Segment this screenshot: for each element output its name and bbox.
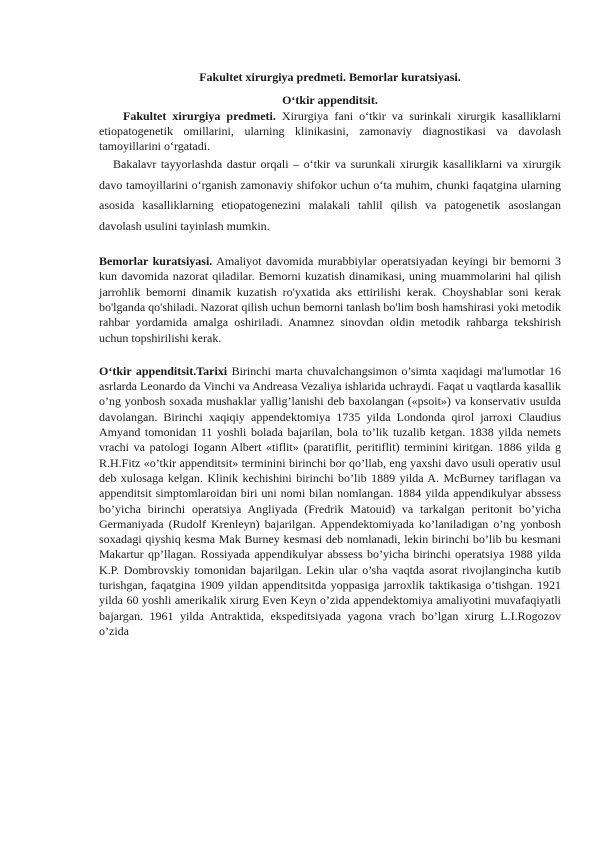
spacer [99,346,561,364]
document-page [99,70,561,639]
curation-text: Amaliyot davomida murabbiylar operatsiyadan keyingi bir bemorni 3 kun davomida nazorat qiladilar. Bemorni kuzatish dinamikasi, uning muammolarini hal qilish jarrohlik bemorni dinamik kuzatish ro'yxatida aks ettirilishi kerak. Choyshablar soni kerak bo'lganda qo'shiladi. Nazorat qilish uchun bemorni tanlash bo'lim bosh hamshirasi yoki metodik rahbar yordamida amalga oshiriladi. Anamnez sinovdan oldin metodik rahbarga tekshirish uchun topshirilishi kerak. [99,254,561,345]
section-subtitle: O‘tkir appenditsit. [282,93,378,108]
bachelor-paragraph: Bakalavr tayyorlashda dastur orqali – o‘tkir va surunkali xirurgik kasalliklarni va xirurgik davo tamoyillarini o‘rganish zamonaviy shifokor uchun o‘ta muhim, chunki faqatgina ularning asosida kasalliklarning etiopatogenezini malakali tahlil qilish va patogenetik asoslangan davolash usulini tayinlash mumkin. [99,157,561,233]
spacer [99,236,561,254]
document-title: Fakultet xirurgiya predmeti. Bemorlar kuratsiyasi. [199,70,461,84]
intro-paragraph [99,109,561,155]
history-lead: O‘tkir appenditsit.Tarixi [99,363,228,378]
curation-lead: Bemorlar kuratsiyasi. [99,254,213,269]
history-paragraph [99,364,561,639]
intro-text: Xirurgiya fani o‘tkir va surinkali xirurgik kasalliklarni etiopatogenetik omillarini, ularning klinikasini, zamonaviy diagnostikasi va davolash tamoyillarini o‘rgatadi. [99,108,561,154]
history-text: Birinchi marta chuvalchangsimon o’simta xaqidagi ma'lumotlar 16 asrlarda Leonardo da Vinchi va Andreasa Vezaliya ishlarida uchraydi. Faqat u vaqtlarda kasallik o’ng yonbosh soxada mushaklar yallig’lanishi deb baxolangan («psoit») va konservativ usulda davolangan. Birinchi xaqiqiy appendektomiya 1735 yilda Londonda qirol jarroxi Claudius Amyand tomonidan 11 yoshli bolada bajarilan, bola to’lik tuzalib ketgan. 1838 yilda nemets vrachi va patologi Iogann Albert «tiflit» (paratiflit, peritiflit) terminini kiritgan. 1886 yilda g R.H.Fitz «o’tkir appenditsit» terminini birinchi bor qo’llab, eng yaxshi davo usuli operativ usul deb xulosaga kelgan. Klinik kechishini birinchi bo’lib 1889 yilda A. McBurney tariflagan va appenditsit simptomlaroidan biri uni nomi bilan nomlangan. 1884 yilda appendikulyar abssess bo’yicha birinchi operatsiya Angliyada (Fredrik Matouid) va tarkalgan peritonit bo’yicha Germaniyada (Rudolf Krenleyn) bajarilgan. Appendektomiyada ko’laniladigan o’ng yonbosh soxadagi qiyshiq kesma Mak Burney kesmasi deb nomlanadi, lekin birinchi bo’lib bu kesmani Makartur qp’llagan. Rossiyada appendikulyar abssess bo’yicha birinchi operatsiya 1988 yilda K.P. Dombrovskiy tomonidan bajarilgan. Lekin ular o’sha vaqtda asorat rivojlangincha kutib turishgan, faqatgina 1909 yildan appenditsitda yoppasiga jarroxlik taktikasiga o’tishgan. 1921 yilda 60 yoshli amerikalik xirurg Even Keyn o’zida appendektomiya amaliyotini muvafaqiyatli bajargan. 1961 yilda Antraktida, ekspeditsiyada yagona vrach bo’lgan xirurg L.I.Rogozov o’zida [99,363,561,638]
curation-paragraph [99,254,561,346]
intro-lead: Fakultet xirurgiya predmeti. [123,108,276,123]
